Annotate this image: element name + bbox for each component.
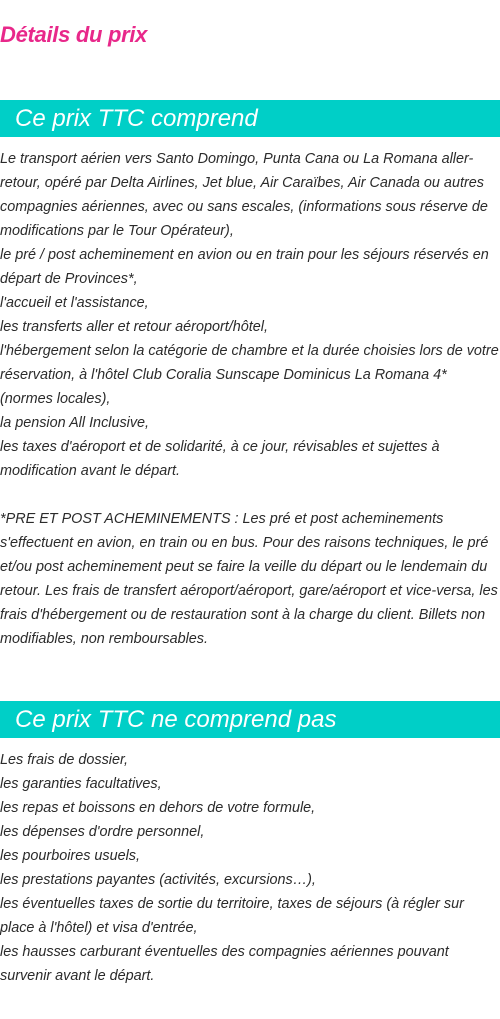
excluded-item: les repas et boissons en dehors de votre formule, xyxy=(0,800,316,816)
included-item: la pension All Inclusive, xyxy=(0,415,150,431)
excluded-item: les dépenses d'ordre personnel, xyxy=(0,824,205,840)
page-title: Détails du prix xyxy=(0,22,148,47)
included-item: Le transport aérien vers Santo Domingo, Punta Cana ou La Romana aller-retour, opéré par Delta Airlines, Jet blue, Air Caraïbes, Air Canada ou autres compagnies aériennes, avec ou sans escales, (informations sous réserve de modifications par le Tour Opérateur), xyxy=(0,151,488,239)
excluded-section-heading: Ce prix TTC ne comprend pas xyxy=(0,701,500,738)
included-item: l'hébergement selon la catégorie de chambre et la durée choisies lors de votre réservation, à l'hôtel Club Coralia Sunscape Dominicus La Romana 4* (normes locales), xyxy=(0,343,499,407)
included-item: l'accueil et l'assistance, xyxy=(0,295,149,311)
acheminement-note: *PRE ET POST ACHEMINEMENTS : Les pré et post acheminements s'effectuent en avion, en train ou en bus. Pour des raisons techniques, le pré et/ou post acheminement peut se faire la veille du départ ou le lendemain du retour. Les frais de transfert aéroport/aéroport, gare/aéroport et vice-versa, les frais d'hébergement ou de restauration sont à la charge du client. Billets non modifiables, non remboursables. xyxy=(0,511,498,647)
included-section-heading: Ce prix TTC comprend xyxy=(0,100,500,137)
excluded-section-body xyxy=(0,748,500,988)
included-item: le pré / post acheminement en avion ou en train pour les séjours réservés en départ de Provinces*, xyxy=(0,247,489,287)
excluded-item: les garanties facultatives, xyxy=(0,776,162,792)
included-section-body xyxy=(0,147,500,651)
included-item: les taxes d'aéroport et de solidarité, à ce jour, révisables et sujettes à modification avant le départ. xyxy=(0,439,440,479)
excluded-item: les éventuelles taxes de sortie du territoire, taxes de séjours (à régler sur place à l'hôtel) et visa d'entrée, xyxy=(0,896,464,936)
excluded-item: les hausses carburant éventuelles des compagnies aériennes pouvant survenir avant le départ. xyxy=(0,944,449,984)
included-item: les transferts aller et retour aéroport/hôtel, xyxy=(0,319,268,335)
excluded-item: les prestations payantes (activités, excursions…), xyxy=(0,872,316,888)
spacer xyxy=(0,483,500,507)
excluded-item: les pourboires usuels, xyxy=(0,848,140,864)
excluded-item: Les frais de dossier, xyxy=(0,752,128,768)
